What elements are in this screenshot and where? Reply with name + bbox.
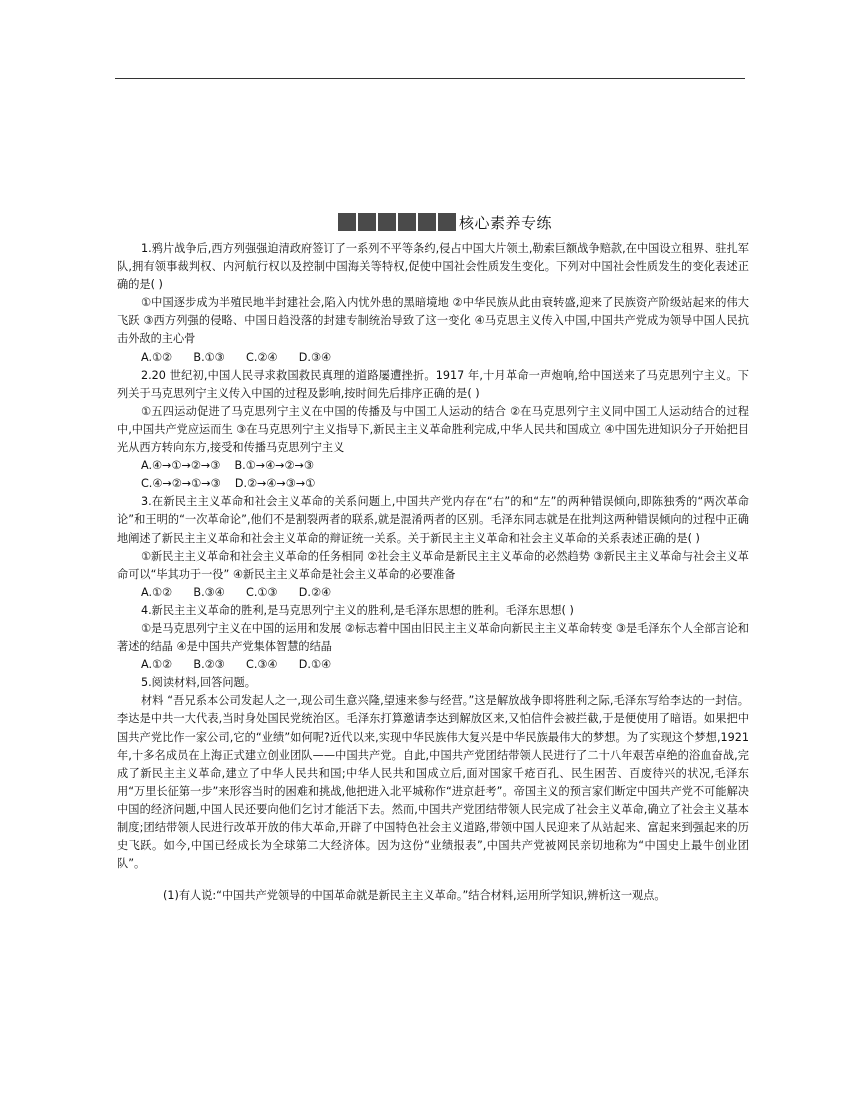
question-5-subquestion-1: (1)有人说:“中国共产党领导的中国革命就是新民主主义革命。”结合材料,运用所学知识,辨析这一观点。 bbox=[163, 889, 666, 903]
title-block-mark bbox=[338, 213, 356, 231]
question-4-stem: 4.新民主主义革命的胜利,是马克思列宁主义的胜利,是毛泽东思想的胜利。毛泽东思想( ) bbox=[141, 603, 574, 617]
question-5-material: 材料 “吾兄系本公司发起人之一,现公司生意兴隆,望速来参与经营。”这是解放战争即将胜利之际,毛泽东写给李达的一封信。李达是中共一大代表,当时身处国民党统治区。毛泽东打算邀请李达到解放区来,又怕信件会被拦截,于是便使用了暗语。如果把中国共产党比作一家公司,它的“业绩”如何呢?近代以来,实现中华民族伟大复兴是中华民族最伟大的梦想。为了实现这个梦想,1921 年,十多名成员在上海正式建立创业团队——中国共产党。自此,中国共产党团结带领人民进行了二十八年艰苦卓绝的浴血奋战,完成了新民主主义革命,建立了中华人民共和国;中华人民共和国成立后,面对国家千疮百孔、民生困苦、百废待兴的状况,毛泽东用“万里长征第一步”来形容当时的困难和挑战,他把进入北平城称作“进京赶考”。帝国主义的预言家们断定中国共产党不可能解决中国的经济问题,中国人民还要向他们乞讨才能活下去。然而,中国共产党团结带领人民完成了社会主义革命,确立了社会主义基本制度;团结带领人民进行改革开放的伟大革命,开辟了中国特色社会主义道路,带领中国人民迎来了从站起来、富起来到强起来的历史飞跃。如今,中国已经成长为全球第二大经济体。因为这份“业绩报表”,中国共产党被网民亲切地称为“中国史上最牛创业团队”。 bbox=[117, 694, 749, 871]
question-1-stem: 1.鸦片战争后,西方列强强迫清政府签订了一系列不平等条约,侵占中国大片领土,勒索巨额战争赔款,在中国设立租界、驻扎军队,拥有领事裁判权、内河航行权以及控制中国海关等特权,促使中国社会性质发生变化。下列对中国社会性质发生的变化表述正确的是( ) bbox=[117, 242, 749, 292]
question-2-options-row-1: A.④→①→②→③ B.①→④→②→③ bbox=[141, 459, 314, 473]
title-block-mark bbox=[378, 213, 396, 231]
question-2-items: ①五四运动促进了马克思列宁主义在中国的传播及与中国工人运动的结合 ②在马克思列宁主义同中国工人运动结合的过程中,中国共产党应运而生 ③在马克思列宁主义指导下,新民主主义革命胜利完成,中华人民共和国成立 ④中国先进知识分子开始把目光从西方转向东方,接受和传播马克思列宁主义 bbox=[117, 404, 749, 455]
title-block-mark bbox=[438, 213, 456, 231]
question-3-items: ①新民主主义革命和社会主义革命的任务相同 ②社会主义革命是新民主主义革命的必然趋势 ③新民主主义革命与社会主义革命可以“毕其功于一役” ④新民主主义革命是社会主义革命的必要准备 bbox=[117, 549, 749, 581]
question-3-options: A.①② B.③④ C.①③ D.②④ bbox=[141, 585, 332, 599]
header-rule bbox=[115, 78, 745, 79]
question-1-options: A.①② B.①③ C.②④ D.③④ bbox=[141, 350, 332, 364]
question-2-stem: 2.20 世纪初,中国人民寻求救国救民真理的道路屡遭挫折。1917 年,十月革命一声炮响,给中国送来了马克思列宁主义。下列关于马克思列宁主义传入中国的过程及影响,按时间先后排序正确的是( ) bbox=[117, 368, 749, 400]
exercise-body bbox=[117, 240, 749, 917]
title-block-mark bbox=[358, 213, 376, 231]
question-3-stem: 3.在新民主主义革命和社会主义革命的关系问题上,中国共产党内存在“右”的和“左”的两种错误倾向,即陈独秀的“两次革命论”和王明的“一次革命论”,他们不是割裂两者的联系,就是混淆两者的区别。毛泽东同志就是在批判这两种错误倾向的过程中正确地阐述了新民主主义革命和社会主义革命的辩证统一关系。关于新民主主义革命和社会主义革命的关系表述正确的是( ) bbox=[117, 495, 749, 545]
title-block-mark bbox=[418, 213, 436, 231]
question-4-options: A.①② B.②③ C.③④ D.①④ bbox=[141, 658, 332, 672]
question-1-items: ①中国逐步成为半殖民地半封建社会,陷入内忧外患的黑暗境地 ②中华民族从此由衰转盛,迎来了民族资产阶级站起来的伟大飞跃 ③西方列强的侵略、中国日趋没落的封建专制统治导致了这一变化 ④马克思主义传入中国,中国共产党成为领导中国人民抗击外敌的主心骨 bbox=[117, 296, 749, 346]
question-2-options-row-2: C.④→②→①→③ D.②→④→③→① bbox=[141, 477, 316, 491]
question-5-stem: 5.阅读材料,回答问题。 bbox=[141, 676, 256, 690]
question-4-items: ①是马克思列宁主义在中国的运用和发展 ②标志着中国由旧民主主义革命向新民主主义革命转变 ③是毛泽东个人全部言论和著述的结晶 ④是中国共产党集体智慧的结晶 bbox=[117, 621, 749, 654]
title-block-mark bbox=[398, 213, 416, 231]
section-title-text: 核心素养专练 bbox=[459, 213, 553, 232]
section-title bbox=[338, 207, 552, 237]
